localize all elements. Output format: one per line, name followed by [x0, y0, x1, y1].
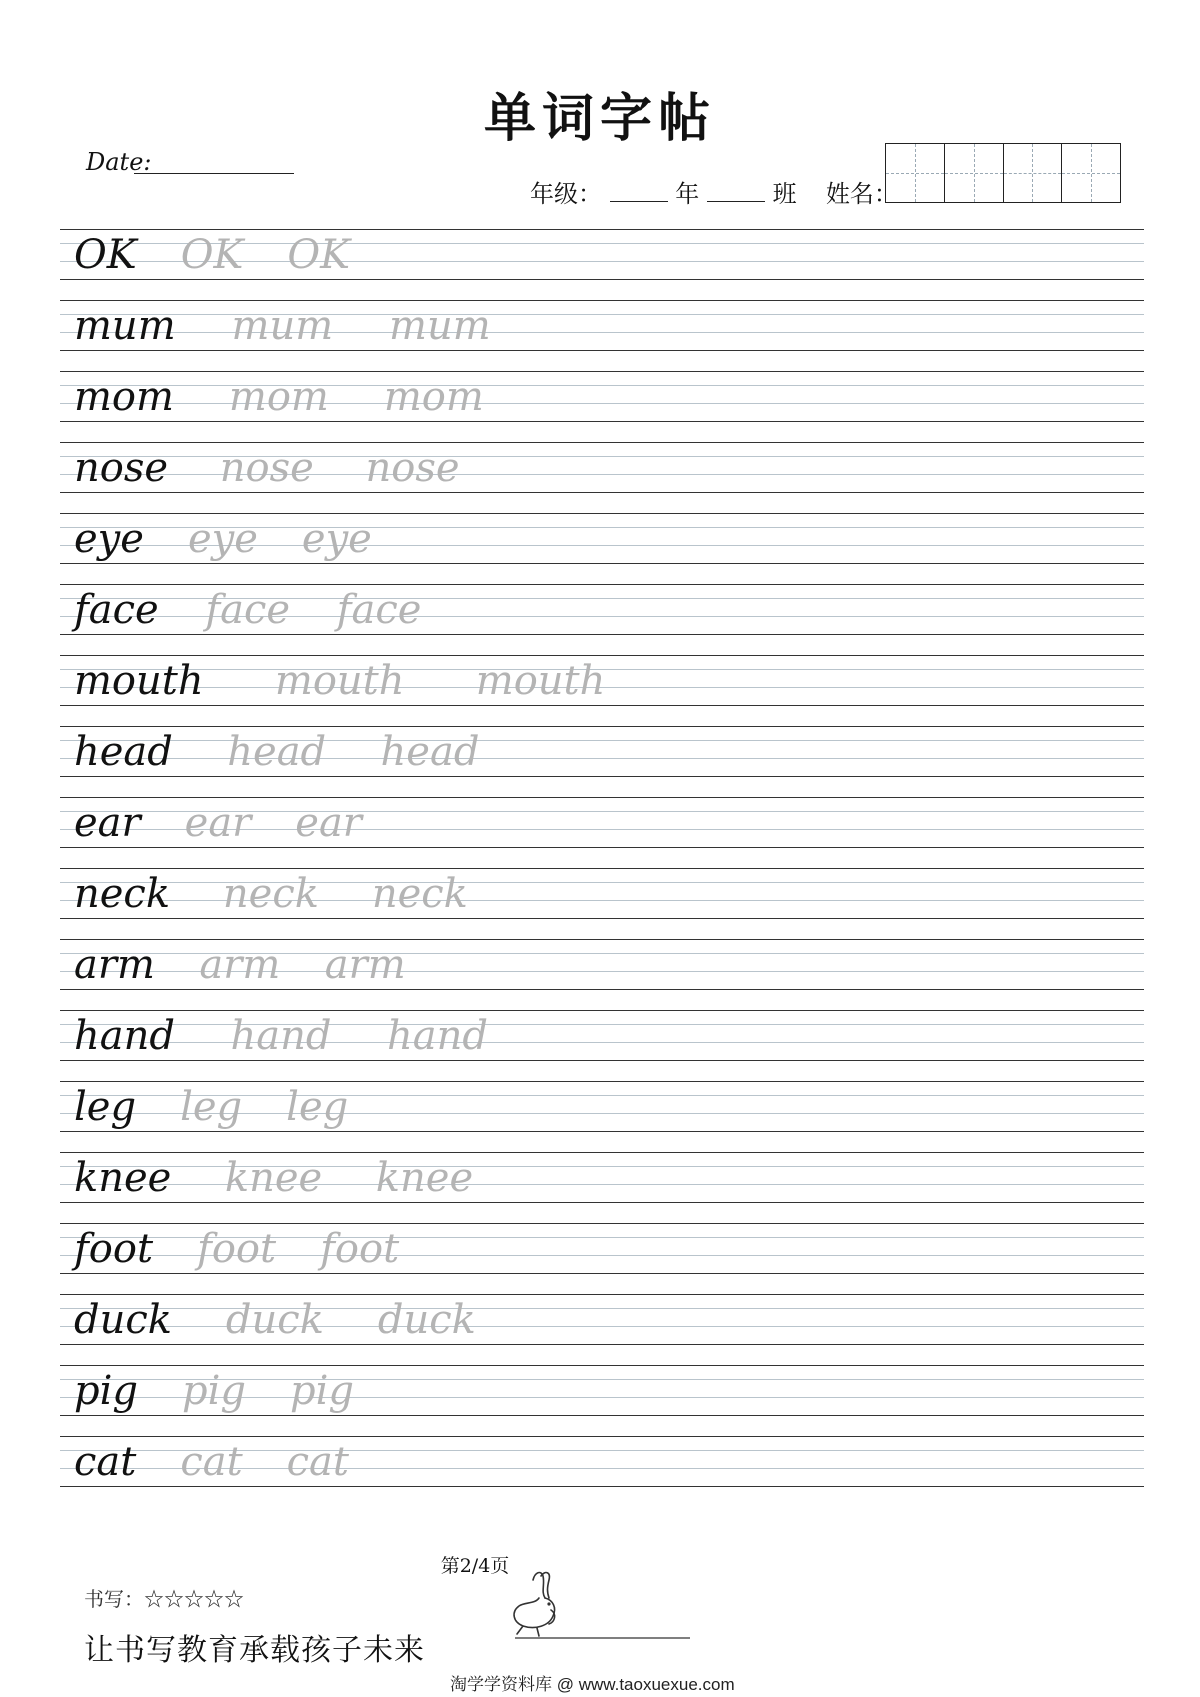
trace-word: foot — [197, 1226, 277, 1272]
guide-line — [60, 371, 1144, 372]
practice-row[interactable] — [60, 229, 1144, 300]
guide-line — [60, 1166, 1144, 1167]
guide-line — [60, 563, 1144, 564]
trace-word: nose — [365, 445, 460, 491]
name-box[interactable] — [944, 144, 1003, 202]
guide-line — [60, 1486, 1144, 1487]
grade-blank[interactable] — [610, 177, 668, 202]
trace-word: mom — [228, 374, 329, 420]
page-number: 第2/4页 — [440, 1555, 510, 1577]
model-word: mom — [74, 374, 174, 420]
guide-line — [60, 1273, 1144, 1274]
writing-rating — [84, 1583, 244, 1612]
trace-word: duck — [225, 1297, 324, 1343]
practice-row[interactable] — [60, 1365, 1144, 1436]
trace-word: face — [336, 587, 422, 633]
guide-line — [60, 403, 1144, 404]
model-word: duck — [74, 1297, 173, 1343]
trace-word: leg — [286, 1084, 349, 1130]
guide-line — [60, 442, 1144, 443]
practice-row[interactable] — [60, 939, 1144, 1010]
year-label: 年 — [675, 180, 700, 208]
practice-row[interactable] — [60, 1223, 1144, 1294]
trace-word: knee — [375, 1155, 474, 1201]
guide-line — [60, 300, 1144, 301]
guide-line — [60, 705, 1144, 706]
trace-word: OK — [180, 232, 244, 278]
model-word: hand — [74, 1013, 175, 1059]
trace-word: cat — [286, 1439, 349, 1485]
trace-word: eye — [187, 516, 258, 562]
trace-word: mum — [231, 303, 334, 349]
practice-row[interactable] — [60, 868, 1144, 939]
practice-rows — [60, 229, 1144, 1507]
guide-line — [60, 421, 1144, 422]
name-box[interactable] — [886, 144, 944, 202]
date-input-line[interactable] — [134, 173, 294, 174]
practice-row[interactable] — [60, 300, 1144, 371]
grade-class-name-row — [530, 174, 898, 209]
model-word: head — [74, 729, 173, 775]
trace-word: neck — [222, 871, 319, 917]
name-box[interactable] — [1003, 144, 1062, 202]
rating-stars[interactable]: ☆☆☆☆☆ — [144, 1587, 244, 1611]
trace-word: mouth — [274, 658, 405, 704]
model-word: pig — [74, 1368, 139, 1414]
trace-word: mouth — [475, 658, 606, 704]
guide-line — [60, 332, 1144, 333]
practice-row[interactable] — [60, 371, 1144, 442]
guide-line — [60, 1081, 1144, 1082]
trace-word: head — [380, 729, 480, 775]
website-link[interactable]: 淘学学资料库 @ www.taoxuexue.com — [450, 1675, 735, 1694]
trace-word: cat — [180, 1439, 243, 1485]
trace-word: mom — [383, 374, 484, 420]
class-blank[interactable] — [707, 177, 765, 202]
guide-line — [60, 229, 1144, 230]
trace-word: eye — [301, 516, 372, 562]
trace-word: nose — [219, 445, 314, 491]
name-boxes[interactable] — [885, 143, 1121, 203]
guide-line — [60, 1152, 1144, 1153]
practice-row[interactable] — [60, 1010, 1144, 1081]
rating-label: 书写： — [84, 1587, 144, 1611]
guide-line — [60, 1308, 1144, 1309]
guide-line — [60, 1415, 1144, 1416]
guide-line — [60, 314, 1144, 315]
trace-word: foot — [320, 1226, 400, 1272]
guide-line — [60, 1436, 1144, 1437]
guide-line — [60, 989, 1144, 990]
practice-row[interactable] — [60, 1152, 1144, 1223]
guide-line — [60, 350, 1144, 351]
guide-line — [60, 1294, 1144, 1295]
trace-word: arm — [324, 942, 406, 988]
slogan: 让书写教育承载孩子未来 — [84, 1633, 425, 1668]
model-word: arm — [74, 942, 155, 988]
guide-line — [60, 758, 1144, 759]
trace-word: pig — [182, 1368, 247, 1414]
trace-word: arm — [199, 942, 281, 988]
guide-line — [60, 797, 1144, 798]
guide-line — [60, 726, 1144, 727]
practice-row[interactable] — [60, 442, 1144, 513]
model-word: nose — [74, 445, 169, 491]
practice-row[interactable] — [60, 1081, 1144, 1152]
guide-line — [60, 513, 1144, 514]
trace-word: mum — [389, 303, 491, 349]
guide-line — [60, 1326, 1144, 1327]
guide-line — [60, 584, 1144, 585]
trace-word: OK — [287, 232, 351, 278]
guide-line — [60, 847, 1144, 848]
name-box[interactable] — [1061, 144, 1120, 202]
trace-word: duck — [377, 1297, 476, 1343]
guide-line — [60, 1184, 1144, 1185]
guide-line — [60, 1344, 1144, 1345]
model-word: ear — [74, 800, 141, 846]
page-title: 单词字帖 — [483, 88, 716, 149]
guide-line — [60, 1042, 1144, 1043]
guide-line — [60, 868, 1144, 869]
practice-row[interactable] — [60, 726, 1144, 797]
guide-line — [60, 939, 1144, 940]
trace-word: knee — [224, 1155, 323, 1201]
trace-word: head — [227, 729, 327, 775]
guide-line — [60, 1060, 1144, 1061]
guide-line — [60, 1010, 1144, 1011]
model-word: knee — [74, 1155, 172, 1201]
guide-line — [60, 740, 1144, 741]
name-label: 姓名： — [825, 180, 898, 208]
guide-line — [60, 918, 1144, 919]
practice-row[interactable] — [60, 513, 1144, 584]
guide-line — [60, 634, 1144, 635]
trace-word: pig — [290, 1368, 355, 1414]
grade-label: 年级： — [530, 180, 602, 208]
guide-line — [60, 279, 1144, 280]
rabbit-icon — [505, 1570, 695, 1645]
model-word: neck — [74, 871, 171, 917]
model-word: cat — [74, 1439, 137, 1485]
guide-line — [60, 1024, 1144, 1025]
trace-word: ear — [184, 800, 252, 846]
trace-word: leg — [180, 1084, 243, 1130]
model-word: face — [74, 587, 159, 633]
trace-word: face — [205, 587, 291, 633]
model-word: leg — [74, 1084, 137, 1130]
guide-line — [60, 1131, 1144, 1132]
model-word: foot — [74, 1226, 154, 1272]
class-label: 班 — [772, 180, 797, 208]
practice-row[interactable] — [60, 1294, 1144, 1365]
date-label: Date: — [86, 148, 152, 176]
practice-row[interactable] — [60, 655, 1144, 726]
practice-row[interactable] — [60, 584, 1144, 655]
practice-row[interactable] — [60, 797, 1144, 868]
model-word: eye — [74, 516, 144, 562]
trace-word: neck — [371, 871, 468, 917]
guide-line — [60, 1223, 1144, 1224]
guide-line — [60, 1365, 1144, 1366]
model-word: mouth — [74, 658, 204, 704]
guide-line — [60, 776, 1144, 777]
model-word: mum — [74, 303, 176, 349]
guide-line — [60, 1202, 1144, 1203]
model-word: OK — [74, 232, 137, 278]
trace-word: ear — [295, 800, 362, 846]
guide-line — [60, 492, 1144, 493]
guide-line — [60, 385, 1144, 386]
trace-word: hand — [387, 1013, 489, 1059]
guide-line — [60, 655, 1144, 656]
practice-row[interactable] — [60, 1436, 1144, 1507]
trace-word: hand — [230, 1013, 332, 1059]
